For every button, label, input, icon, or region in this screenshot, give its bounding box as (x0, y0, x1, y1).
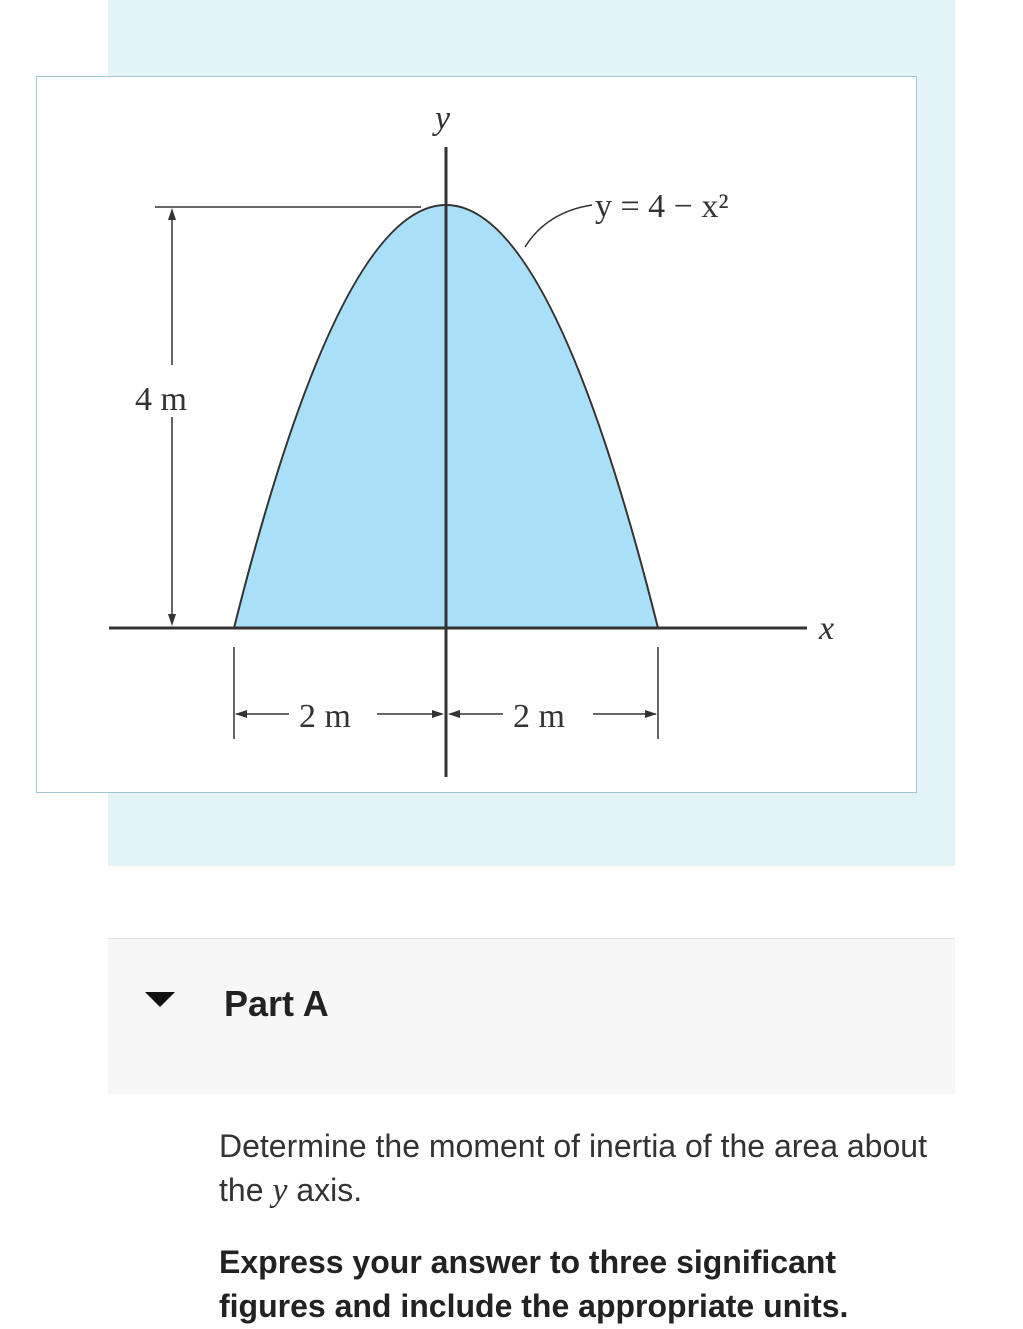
arrow-down-icon (168, 614, 176, 626)
arrow-left-icon (448, 710, 460, 718)
height-dimension-label: 4 m (135, 381, 187, 418)
question-variable: y (272, 1172, 288, 1209)
caret-down-icon[interactable] (145, 992, 175, 1007)
arrow-right-icon (645, 710, 657, 718)
question-text (219, 1124, 939, 1213)
curve-leader-line (525, 205, 592, 247)
curve-equation-label: y = 4 − x² (595, 188, 729, 225)
arrow-left-icon (235, 710, 247, 718)
part-a-header[interactable] (108, 938, 955, 1094)
figure-frame (36, 76, 917, 793)
answer-instruction: Express your answer to three significant figures and include the appropriate units. (219, 1244, 849, 1324)
left-width-dimension-label: 2 m (299, 698, 351, 735)
question-text-before: Determine the moment of inertia of the area about the (219, 1128, 927, 1208)
question-text-after: axis. (287, 1172, 363, 1208)
arrow-right-icon (432, 710, 444, 718)
x-axis-label: x (819, 610, 835, 647)
part-title: Part A (224, 983, 329, 1024)
y-axis-label: y (435, 100, 451, 137)
parabola-figure (37, 77, 918, 794)
right-width-dimension-label: 2 m (513, 698, 565, 735)
arrow-up-icon (168, 208, 176, 220)
